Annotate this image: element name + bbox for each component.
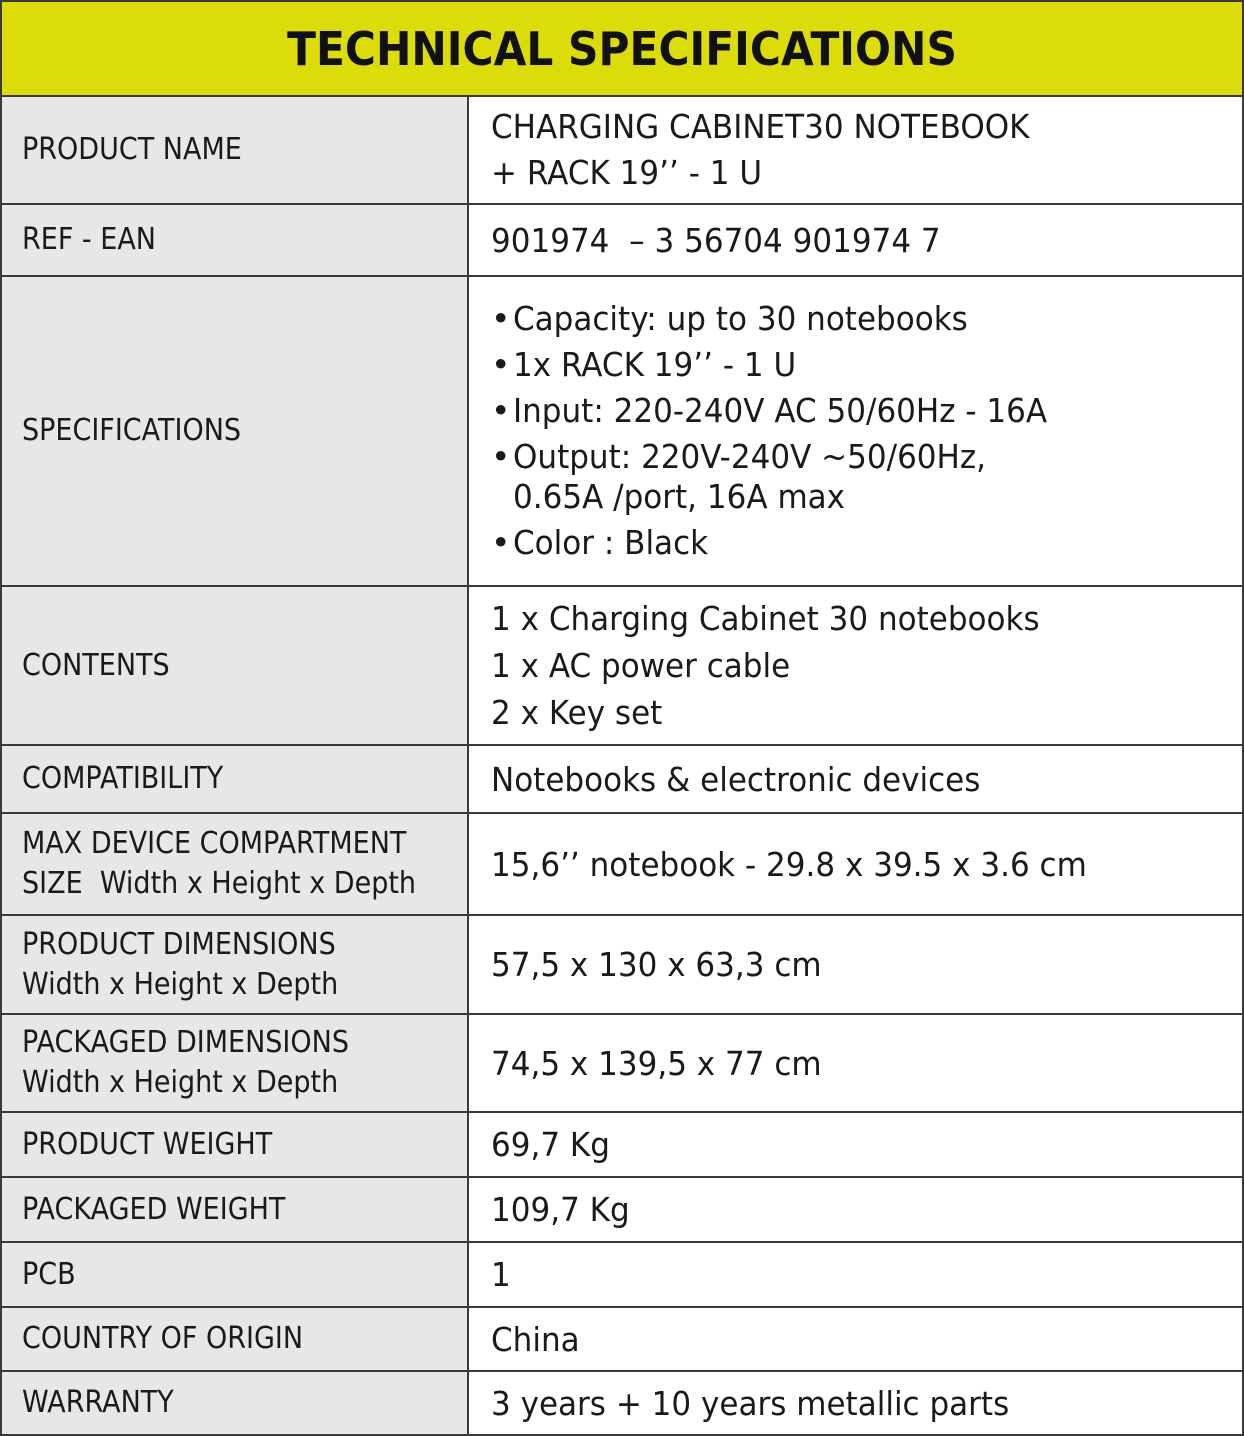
bullet-item: • Output: 220V-240V ~50/60Hz, 0.65A /port, 16A max xyxy=(491,437,1220,517)
spec-row-country-of-origin xyxy=(2,1308,1242,1372)
row-label: PACKAGED WEIGHT xyxy=(2,1178,469,1241)
row-value: 109,7 Kg xyxy=(491,1190,630,1229)
spec-row-ref-ean xyxy=(2,205,1242,277)
row-label: PACKAGED DIMENSIONS Width x Height x Depth xyxy=(2,1015,469,1111)
row-label: COMPATIBILITY xyxy=(2,746,469,812)
row-label: SPECIFICATIONS xyxy=(2,277,469,585)
row-label: PCB xyxy=(2,1243,469,1306)
row-label: COUNTRY OF ORIGIN xyxy=(2,1308,469,1370)
row-label: WARRANTY xyxy=(2,1372,469,1434)
bullet-item: • Input: 220-240V AC 50/60Hz - 16A xyxy=(491,391,1220,431)
bullet-item: • 1x RACK 19’’ - 1 U xyxy=(491,345,1220,385)
row-label: MAX DEVICE COMPARTMENT SIZE Width x Height x Depth xyxy=(2,814,469,914)
row-value: 69,7 Kg xyxy=(491,1125,610,1164)
row-value: Notebooks & electronic devices xyxy=(491,759,981,799)
row-value: 57,5 x 130 x 63,3 cm xyxy=(491,945,822,984)
row-value: 3 years + 10 years metallic parts xyxy=(491,1383,1010,1423)
bullet-item: • Capacity: up to 30 notebooks xyxy=(491,299,1220,339)
bullet-item: • Color : Black xyxy=(491,523,1220,563)
spec-row-specifications xyxy=(2,277,1242,587)
spec-row-product-dimensions xyxy=(2,916,1242,1015)
row-label: CONTENTS xyxy=(2,587,469,744)
row-label: PRODUCT DIMENSIONS Width x Height x Depth xyxy=(2,916,469,1013)
spec-row-product-weight xyxy=(2,1113,1242,1178)
row-value-bullets xyxy=(469,277,1242,585)
row-value: CHARGING CABINET30 NOTEBOOK + RACK 19’’ - 1 U xyxy=(491,107,1030,192)
row-value: 1 x Charging Cabinet 30 notebooks 1 x AC power cable 2 x Key set xyxy=(491,599,1040,732)
spec-row-product-name xyxy=(2,97,1242,205)
spec-row-contents xyxy=(2,587,1242,746)
row-label: PRODUCT NAME xyxy=(2,97,469,203)
spec-row-compatibility xyxy=(2,746,1242,814)
spec-row-packaged-weight xyxy=(2,1178,1242,1243)
spec-row-pcb xyxy=(2,1243,1242,1308)
page-title: TECHNICAL SPECIFICATIONS xyxy=(287,21,957,76)
spec-row-packaged-dimensions xyxy=(2,1015,1242,1113)
row-value: China xyxy=(491,1319,580,1359)
row-label: REF - EAN xyxy=(2,205,469,275)
header-bar xyxy=(2,2,1242,97)
row-value: 74,5 x 139,5 x 77 cm xyxy=(491,1043,822,1083)
row-value: 901974 – 3 56704 901974 7 xyxy=(491,220,941,260)
row-value: 15,6’’ notebook - 29.8 x 39.5 x 3.6 cm xyxy=(491,844,1087,884)
spec-row-warranty xyxy=(2,1372,1242,1434)
row-value: 1 xyxy=(491,1255,511,1294)
row-label: PRODUCT WEIGHT xyxy=(2,1113,469,1176)
spec-row-compartment-size xyxy=(2,814,1242,916)
